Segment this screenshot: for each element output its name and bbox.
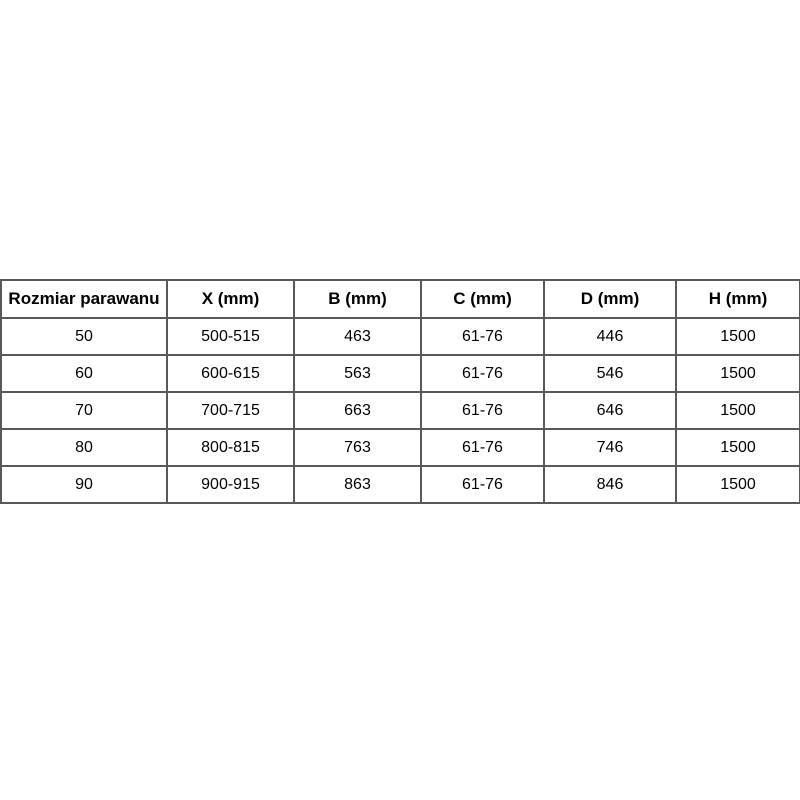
cell-d: 846 (544, 466, 676, 503)
column-header-d-mm: D (mm) (544, 280, 676, 318)
cell-x: 900-915 (167, 466, 294, 503)
cell-b: 763 (294, 429, 421, 466)
cell-rozmiar: 80 (1, 429, 167, 466)
column-header-b-mm: B (mm) (294, 280, 421, 318)
column-header-h-mm: H (mm) (676, 280, 800, 318)
cell-h: 1500 (676, 318, 800, 355)
cell-c: 61-76 (421, 392, 544, 429)
cell-d: 746 (544, 429, 676, 466)
cell-rozmiar: 60 (1, 355, 167, 392)
size-spec-table (0, 279, 800, 504)
cell-d: 546 (544, 355, 676, 392)
cell-rozmiar: 50 (1, 318, 167, 355)
column-header-x-mm: X (mm) (167, 280, 294, 318)
table-row (1, 429, 800, 466)
table-row (1, 355, 800, 392)
cell-d: 446 (544, 318, 676, 355)
table-row (1, 392, 800, 429)
table-header-row (1, 280, 800, 318)
cell-h: 1500 (676, 466, 800, 503)
cell-c: 61-76 (421, 429, 544, 466)
cell-x: 700-715 (167, 392, 294, 429)
cell-h: 1500 (676, 392, 800, 429)
cell-b: 863 (294, 466, 421, 503)
cell-d: 646 (544, 392, 676, 429)
cell-x: 600-615 (167, 355, 294, 392)
cell-c: 61-76 (421, 355, 544, 392)
cell-c: 61-76 (421, 318, 544, 355)
table-row (1, 466, 800, 503)
cell-b: 663 (294, 392, 421, 429)
cell-x: 800-815 (167, 429, 294, 466)
cell-rozmiar: 90 (1, 466, 167, 503)
cell-x: 500-515 (167, 318, 294, 355)
table-row (1, 318, 800, 355)
cell-b: 463 (294, 318, 421, 355)
cell-b: 563 (294, 355, 421, 392)
cell-rozmiar: 70 (1, 392, 167, 429)
column-header-c-mm: C (mm) (421, 280, 544, 318)
cell-c: 61-76 (421, 466, 544, 503)
cell-h: 1500 (676, 355, 800, 392)
cell-h: 1500 (676, 429, 800, 466)
column-header-rozmiar-parawanu: Rozmiar parawanu (1, 280, 167, 318)
